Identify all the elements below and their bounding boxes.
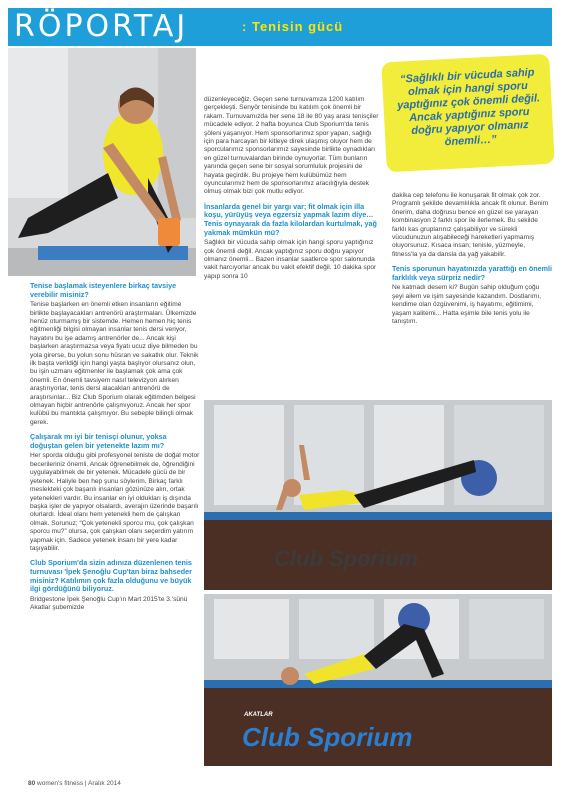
answer-paragraph: Ne katmadı desem ki? Bugün sahip olduğum çoğu şeyi ailem ve işim sayesinde kazandım. Dostlarımı, kendime olan özgüvenimi, iş hayatımı, eğitimimi, yaşam kalitemi... Hatta eşimle bile tenis yolu ile tanıştım.	[392, 284, 542, 326]
section-subtitle: : Tenisin gücü	[242, 19, 344, 34]
question-heading: Club Sporium'da sizin adınıza düzenlenen tenis turnuvası 'İpek Şenoğlu Cup'tan biraz bahseder misiniz? Katılımın çok fazla olduğunu ve büyük ilgi gördüğünü biliyoruz.	[30, 558, 192, 594]
footer-text: women's fitness | Aralık 2014	[37, 780, 121, 787]
answer-paragraph: Sağlıklı bir vücuda sahip olmak için hangi sporu yaptığınız çok önemli değil. Ancak yaptığınız sporu doğru yapıyor olmanız önemli... Bazen insanlar saatlerce spor salonunda vakit harcıyorlar ancak bu vakit efektif değil. 10 dakika spor yapıp sonra 10	[204, 239, 377, 280]
question-heading: Çalışarak mı iyi bir tenisçi olunur, yoksa doğuştan gelen bir yetenekte lazım mı?	[30, 432, 167, 450]
exercise-photo-1	[204, 400, 552, 590]
pull-quote: “Sağlıklı bir vücuda sahip olmak için hangi sporu yaptığınız çok önemli değil. Ancak yaptığınız sporu doğru yapıyor olmanız önemli…”	[396, 66, 541, 149]
exercise-photo-2	[204, 594, 552, 766]
answer-paragraph: dakika cep telefonu ile konuşarak fit olmak çok zor. Programlı şekilde devamlılıkla ancak fit olunur. Benim önerim, daha doğrusu bence en güzel ise yarayan kombinasyon 2 farklı spor ile ilerlemek. Bu sekilde farklı kas gruplarınız çalışabiliyor ve sürekli vücudunuzun alışabileceği hareketleri yapmamış oluyorsunuz. Kısaca insan; tenisle, yüzmeyle, fitness'la ya da dansla da yağ yakabilir.	[392, 192, 549, 258]
column-3	[392, 192, 552, 330]
club-logo-banner: Club Sporium	[274, 546, 419, 571]
answer-paragraph: Tenise başlarken en önemli etken insanların eğitime birlikte başlayacakları antrenörü araştırmaları. Ülkemizde henüz oturmamış bir sistemde. Hemen hemen hiç tenis eğitmenliği bilgisi olmayan insanlar tenis dersi veriyor, hayatını bu işe adamış antrenörler de... Ancak kişi başlarken araştırmazsa veya fiyatı ucuz diye bilmeden bu yola girerse, bu yolun sonu hüsran ve sakatlık olur. Teknik ilk başta verildiği için hangi yaşta başlıyor olursanız olun, bu işin uzmanı eğitmenler ile başlamak çok ama çok önemli. En önemli tavsiyem nasıl televizyon alırken araştırıyorlar, tenis dersi alacakları antrenörü de araştırsınlar... Biz Club Sporium olarak eğitimden belgesi olmayan hiçbir antrenörle çalışmıyoruz. Ancak her spor kulübü bu mantıkta çalışmıyor. Bu sebeple bilinçli olmak gerek.	[30, 301, 199, 426]
section-title: RÖPORTAJ	[14, 9, 189, 44]
page-number: 80	[28, 780, 36, 787]
stretching-photo	[8, 48, 196, 276]
column-1	[30, 282, 200, 617]
answer-paragraph: düzenleyeceğiz. Geçen sene turnuvamıza 1200 katılım gerçekleşti. Senyör tenisinde bu katılım çok önemli bir rakam. Turnuvamızda her sene 18 ile 80 yaş arası tenisçiler mücadele ediyor. 2 hafta boyunca Club Sporium'da tenis şöleni yaşanıyor. Hem sponsorlarımız spor yapan, sağlığı için para harcayan bir kitleye direk ulaşmış oluyor hem de sporcularımız sponsorlarımız sayesinde birlikte oynadıkları en güzel turnuvalardan birinde oynuyorlar. Tüm bunların yanında geçen sene bir sosyal sorumluluk projesini de hayata geçirdik. Bu projeye hem kulübümüz hem oyuncularımız hem de sponsorlarımız aracılığıyla destek olmuş olmak bizi çok mutlu ediyor.	[204, 96, 379, 196]
section-header	[8, 8, 552, 46]
answer-paragraph: Bridgestone İpek Şenoğlu Cup'ın Mart 2015'te 3.'sünü Akatlar şubemizde	[30, 595, 188, 612]
question-heading: Tenise başlamak isteyenlere birkaç tavsiye verebilir misiniz?	[30, 281, 177, 299]
club-logo-banner-small: AKATLAR	[244, 712, 273, 718]
stretching-photo-illustration	[8, 48, 196, 276]
question-heading: Tenis sporunun hayatınızda yarattığı en önemli farklılık veya sürpriz nedir?	[392, 264, 553, 282]
answer-paragraph: Her sporda olduğu gibi profesyonel teniste de doğal motor becerileriniz önemli. Ancak öğrenebilmek de, öğrendiğini uygulayabilmek de bir yetenek. Mücadele gücü de bir yetenek. Haliyle ben hep şunu söylerim. Birkaç farklı meslekteki çok başarılı insanları gözünüze alın, ortak yetenekleri vardır. Bu insanlar en iyi oldukları iş dışında başka işler de yapıyor olsalardı, averajın üzerinde başarılı olurlardı. İdeal olanı hem yetenekli hem de çalışkan olmak. Sorunuz; “Çok yetenekli sporcu mu, çok çalışkan sporcu mu?” olursa, çok çalışkan olanı seçerdim yatırım yapmak için. Sadece yetenek insanı bir yere kadar taşıyabilir.	[30, 452, 200, 552]
question-heading: İnsanlarda genel bir yargı var; fit olmak için illa koşu, yürüyüş veya egzersiz yapmak lazım diye… Tenis oynayarak da fazla kilolardan kurtulmak, yağ yakmak mümkün mü?	[204, 201, 377, 237]
column-2	[204, 96, 380, 285]
club-logo-banner: Club Sporium	[242, 722, 413, 752]
page-footer	[28, 780, 121, 787]
